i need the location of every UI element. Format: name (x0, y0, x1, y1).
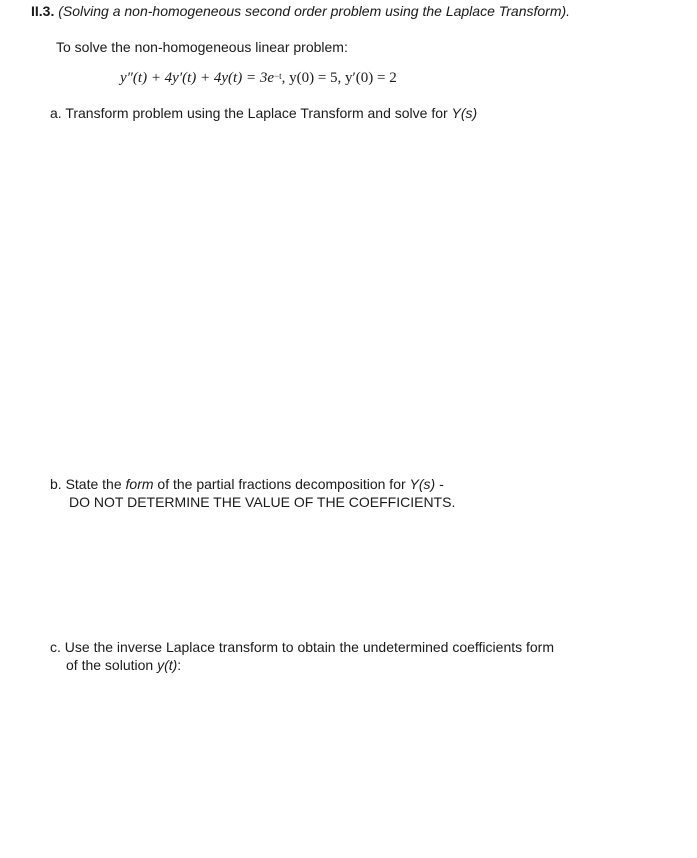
problem-title: (Solving a non-homogeneous second order problem using the Laplace Transform). (58, 3, 571, 19)
part-c-line2-pre: of the solution (66, 657, 154, 673)
part-a-var: Y(s) (451, 105, 478, 121)
part-c-line2 (66, 656, 181, 674)
part-b (50, 475, 444, 493)
equation-exponent: −t (274, 71, 282, 81)
part-c-text: Use the inverse Laplace transform to obtain the undetermined coefficients form (64, 639, 555, 655)
part-b-line2: DO NOT DETERMINE THE VALUE OF THE COEFFICIENTS. (69, 494, 456, 510)
part-b-var: Y(s) (409, 476, 436, 492)
part-b-label: b. (50, 476, 62, 492)
problem-number: II.3 (31, 3, 51, 19)
part-c (50, 638, 554, 656)
part-b-dash: - (439, 476, 444, 492)
equation-initial-conditions: , y(0) = 5, y′(0) = 2 (281, 70, 397, 86)
part-c-line2-post: : (177, 657, 182, 673)
part-a (50, 104, 477, 122)
part-a-text: Transform problem using the Laplace Transform and solve for (65, 105, 448, 121)
intro-text: To solve the non-homogeneous linear problem: (56, 39, 348, 55)
part-b-text-pre: State the (65, 476, 122, 492)
problem-header: II.3. (Solving a non-homogeneous second order problem using the Laplace Transform). (31, 3, 571, 19)
part-a-label: a. (50, 105, 62, 121)
equation-lhs: y″(t) + 4y′(t) + 4y(t) = 3e (120, 70, 274, 86)
part-c-var: y(t) (157, 657, 178, 673)
differential-equation (120, 68, 397, 88)
part-c-label: c. (50, 639, 61, 655)
part-b-form: form (125, 476, 154, 492)
part-b-text-post: of the partial fractions decomposition for (157, 476, 406, 492)
